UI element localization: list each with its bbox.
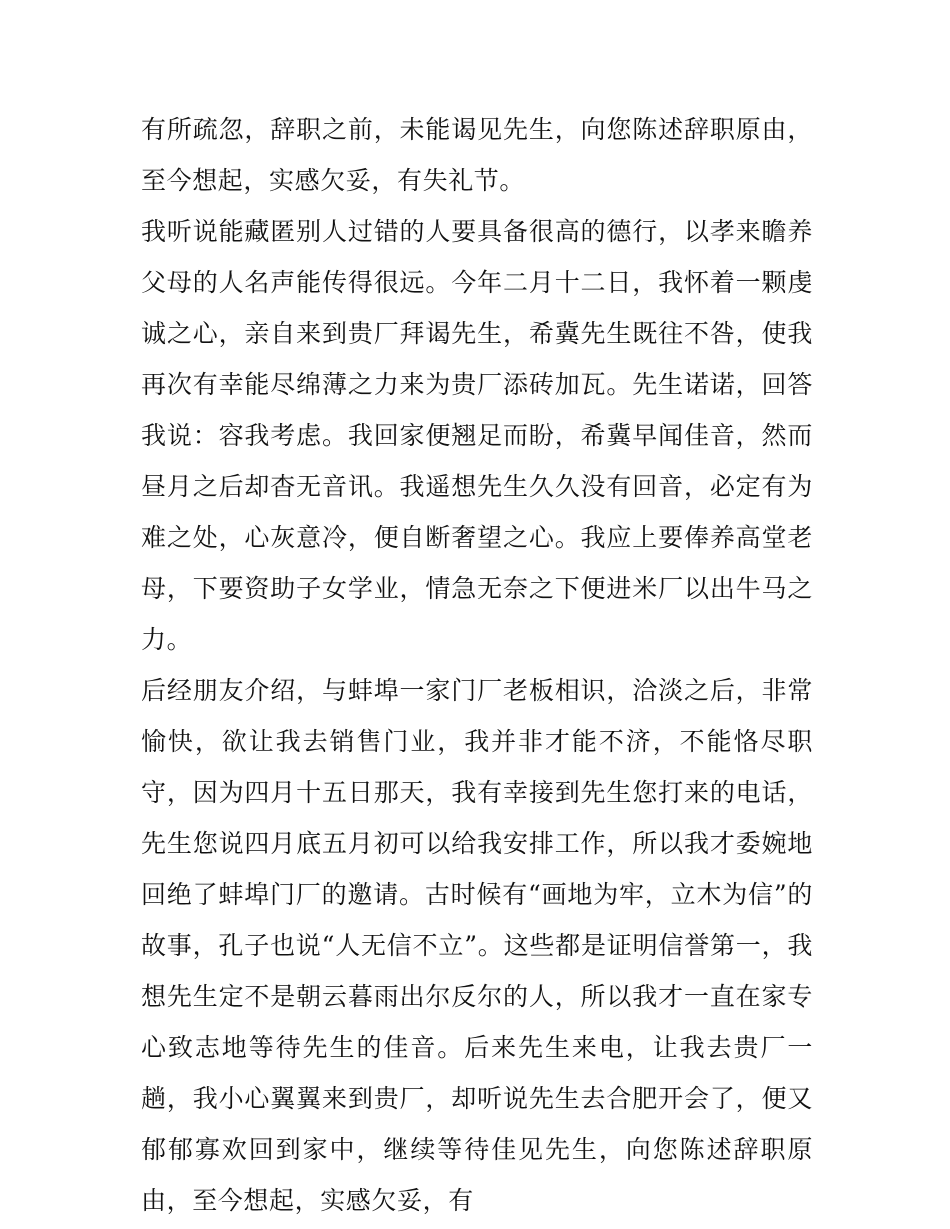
paragraph-2: 我听说能藏匿别人过错的人要具备很高的德行，以孝来瞻养父母的人名声能传得很远。今年二月十二日，我怀着一颗虔诚之心，亲自来到贵厂拜谒先生，希冀先生既往不咎，使我再次有幸能尽绵薄之力来为贵厂添砖加瓦。先生诺诺，回答我说：容我考虑。我回家便翘足而盼，希冀早闻佳音，然而昼月之后却杳无音讯。我遥想先生久久没有回音，必定有为难之处，心灰意冷，便自断奢望之心。我应上要俸养高堂老母，下要资助子女学业，情急无奈之下便进米厂以出牛马之力。 — [141, 217, 813, 654]
paragraph-1: 有所疏忽，辞职之前，未能谒见先生，向您陈述辞职原由，至今想起，实感欠妥，有失礼节。 — [141, 115, 813, 195]
document-body — [141, 104, 813, 1226]
paragraph-3: 后经朋友介绍，与蚌埠一家门厂老板相识，洽淡之后，非常愉快，欲让我去销售门业，我并非才能不济，不能恪尽职守，因为四月十五日那天，我有幸接到先生您打来的电话，先生您说四月底五月初可以给我安排工作，所以我才委婉地回绝了蚌埠门厂的邀请。古时候有“画地为牢，立木为信”的故事，孔子也说“人无信不立”。这些都是证明信誉第一，我想先生定不是朝云暮雨出尔反尔的人，所以我才一直在家专心致志地等待先生的佳音。后来先生来电，让我去贵厂一趟，我小心翼翼来到贵厂，却听说先生去合肥开会了，便又郁郁寡欢回到家中，继续等待佳见先生，向您陈述辞职原由，至今想起，实感欠妥，有 — [141, 676, 813, 1215]
